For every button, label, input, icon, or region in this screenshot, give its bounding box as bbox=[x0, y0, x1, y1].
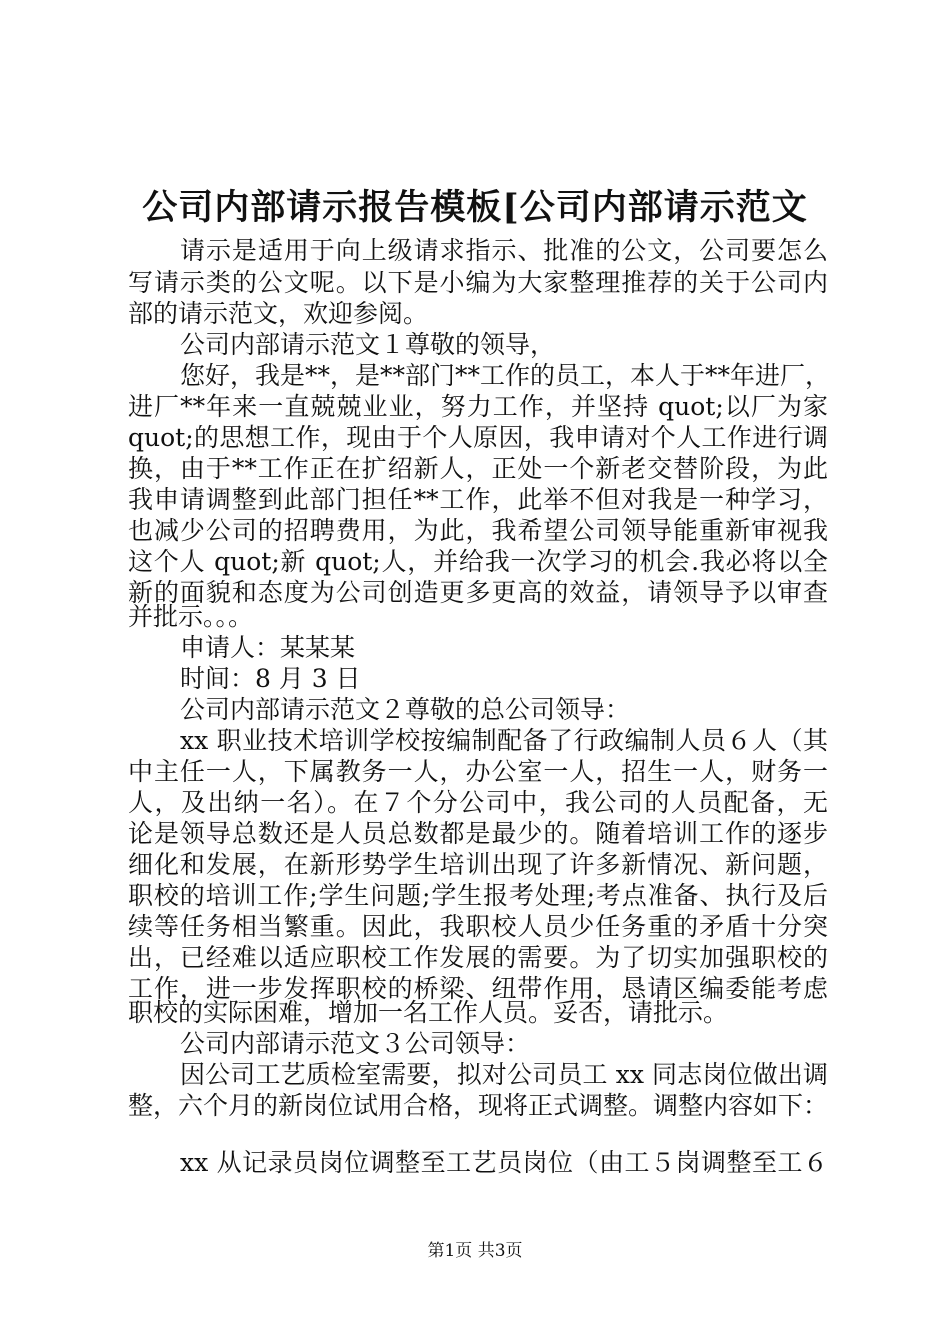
paragraph-line: 因公司工艺质检室需要，拟对公司员工 xx 同志岗位做出调 bbox=[180, 1060, 828, 1089]
page-number: 第1页 共3页 bbox=[427, 1241, 523, 1261]
paragraph-line: 细化和发展，在新形势学生培训出现了许多新情况、新问题， bbox=[128, 850, 828, 879]
paragraph-line: 换，由于**工作正在扩绍新人，正处一个新老交替阶段，为此 bbox=[128, 454, 828, 483]
paragraph-line: 出，已经难以适应职校工作发展的需要。为了切实加强职校的 bbox=[128, 943, 828, 972]
paragraph-line: 这个人 quot;新 quot;人，并给我一次学习的机会.我必将以全 bbox=[128, 547, 828, 576]
paragraph-line: xx 职业技术培训学校按编制配备了行政编制人员６人（其 bbox=[180, 726, 828, 755]
paragraph-line: 新的面貌和态度为公司创造更多更高的效益，请领导予以审查 bbox=[128, 578, 828, 607]
paragraph-line: 整，六个月的新岗位试用合格，现将正式调整。调整内容如下： bbox=[128, 1091, 829, 1120]
paragraph-line: 中主任一人，下属教务一人，办公室一人，招生一人，财务一 bbox=[128, 757, 828, 786]
paragraph-line: 论是领导总数还是人员总数都是最少的。随着培训工作的逐步 bbox=[128, 819, 828, 848]
paragraph-line: 部的请示范文，欢迎参阅。 bbox=[128, 299, 429, 328]
paragraph-line: 您好，我是**，是**部门**工作的员工，本人于**年进厂， bbox=[180, 361, 831, 390]
paragraph-line: 也减少公司的招聘费用，为此，我希望公司领导能重新审视我 bbox=[128, 516, 828, 545]
date-line: 时间：8 月 3 日 bbox=[180, 664, 361, 693]
paragraph-line: 职校的培训工作;学生问题;学生报考处理;考点准备、执行及后 bbox=[128, 881, 828, 910]
paragraph-line: 进厂**年来一直兢兢业业，努力工作，并坚持 quot;以厂为家 bbox=[128, 392, 828, 421]
paragraph-line: 我申请调整到此部门担任**工作，此举不但对我是一种学习， bbox=[128, 485, 828, 514]
paragraph-line: 并批示。。。 bbox=[128, 602, 254, 631]
applicant-line: 申请人：某某某 bbox=[180, 633, 356, 662]
paragraph-line: 人，及出纳一名）。在７个分公司中，我公司的人员配备，无 bbox=[128, 788, 828, 817]
paragraph-line: 公司内部请示范文２尊敬的总公司领导： bbox=[180, 695, 631, 724]
paragraph-line: 公司内部请示范文１尊敬的领导， bbox=[180, 330, 556, 359]
paragraph-line: 工作，进一步发挥职校的桥梁、纽带作用，恳请区编委能考虑 bbox=[128, 974, 828, 1003]
paragraph-line: xx 从记录员岗位调整至工艺员岗位（由工５岗调整至工６ bbox=[180, 1148, 828, 1177]
paragraph-line: 公司内部请示范文３公司领导： bbox=[180, 1029, 531, 1058]
paragraph-line: 请示是适用于向上级请求指示、批准的公文，公司要怎么 bbox=[180, 236, 828, 265]
document-title: 公司内部请示报告模板[公司内部请示范文 bbox=[142, 187, 808, 228]
paragraph-line: quot;的思想工作，现由于个人原因，我申请对个人工作进行调 bbox=[128, 423, 828, 452]
paragraph-line: 续等任务相当繁重。因此，我职校人员少任务重的矛盾十分突 bbox=[128, 912, 828, 941]
paragraph-line: 职校的实际困难，增加一名工作人员。妥否，请批示。 bbox=[128, 998, 729, 1027]
paragraph-line: 写请示类的公文呢。以下是小编为大家整理推荐的关于公司内 bbox=[128, 268, 828, 297]
